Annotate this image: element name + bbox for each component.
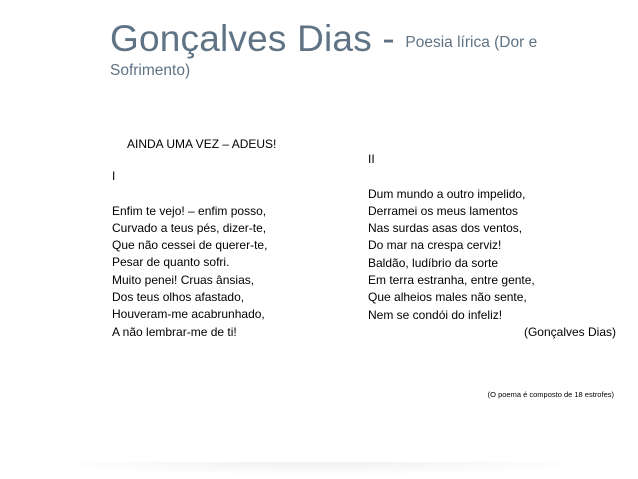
poem-attribution: (Gonçalves Dias): [523, 324, 616, 339]
verse-line: Muito penei! Cruas ânsias,: [112, 272, 255, 287]
verse-line: Curvado a teus pés, dizer-te,: [112, 220, 267, 235]
stanza-gap: [112, 185, 267, 202]
stanza-1: [112, 168, 267, 341]
verse-line: Houveram-me acabrunhado,: [112, 307, 265, 322]
verse-line: Que não cessei de querer-te,: [112, 238, 268, 253]
title-subtitle: Poesia lírica (Dor e: [405, 34, 538, 51]
verse-line: Baldão, ludíbrio da sorte: [368, 255, 499, 270]
verse-line: Nem se condói do infeliz!: [368, 307, 503, 322]
stanza-number: I: [112, 169, 116, 183]
slide-title: [110, 20, 610, 79]
verse-line: Dum mundo a outro impelido,: [368, 186, 526, 201]
verse-line: Enfim te vejo! – enfim posso,: [112, 203, 267, 218]
title-main: Gonçalves Dias: [110, 18, 372, 59]
verse-line: Dos teus olhos afastado,: [112, 290, 245, 305]
verse-line: Derramei os meus lamentos: [368, 203, 519, 218]
slide-shadow: [40, 462, 598, 476]
verse-line: A não lembrar-me de ti!: [112, 324, 237, 339]
stanza-2: [368, 151, 620, 341]
verse-line: Do mar na crespa cerviz!: [368, 238, 502, 253]
poem-heading: AINDA UMA VEZ – ADEUS!: [127, 137, 277, 151]
title-separator: -: [371, 18, 406, 59]
verse-line: Pesar de quanto sofri.: [112, 255, 230, 270]
stanza-number: II: [368, 152, 375, 166]
verse-line: Nas surdas asas dos ventos,: [368, 221, 523, 236]
poem-note: (O poema é composto de 18 estrofes): [487, 390, 614, 399]
verse-line: Que alheios males não sente,: [368, 290, 527, 305]
stanza-gap: [368, 168, 620, 185]
title-subtitle-continued: Sofrimento): [110, 62, 191, 79]
verse-line: Em terra estranha, entre gente,: [368, 273, 535, 288]
